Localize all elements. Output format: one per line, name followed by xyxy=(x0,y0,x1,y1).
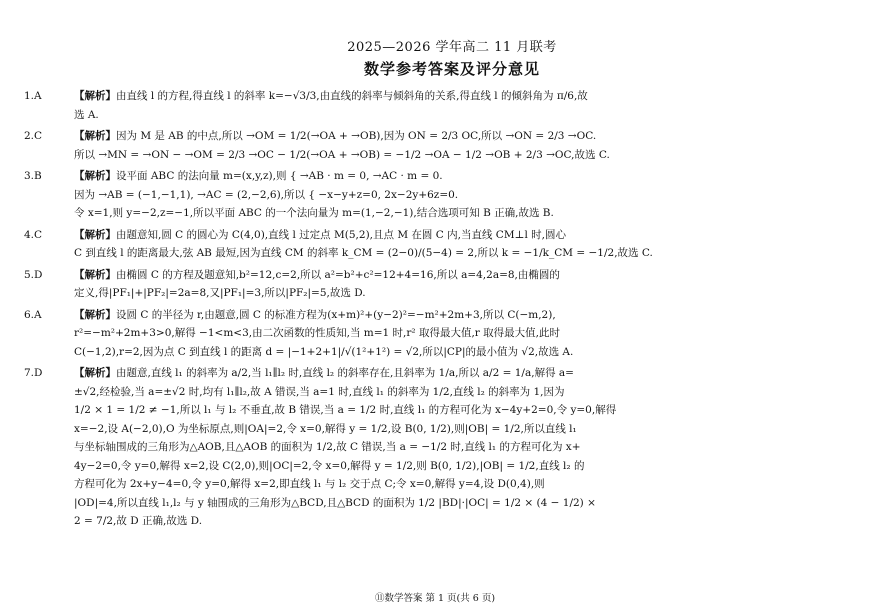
answer-text-line xyxy=(74,383,830,402)
answer-text-line xyxy=(74,343,830,362)
answer-text: 因为 M 是 AB 的中点,所以 →OM = 1/2(→OA + →OB),因为 ON = 2/3 OC,所以 →ON = 2/3 →OC. xyxy=(116,130,597,142)
answer-text: 设平面 ABC 的法向量 m=(x,y,z),则 { →AB · m = 0, →AC · m = 0. xyxy=(116,170,443,182)
answer-item xyxy=(24,226,830,263)
answer-number: 5.D xyxy=(24,268,43,281)
answer-text: 由直线 l 的方程,得直线 l 的斜率 k=−√3/3,由直线的斜率与倾斜角的关系,得直线 l 的倾斜角为 π/6,故 xyxy=(116,90,588,102)
answer-number: 3.B xyxy=(24,170,42,182)
page-footer: ⑪数学答案 第 1 页(共 6 页) xyxy=(374,593,496,604)
answer-text: C(−1,2),r=2,因为点 C 到直线 l 的距离 d = |−1+2+1|/√(1²+1²) = √2,所以|CP|的最小值为 √2,故选 A. xyxy=(74,345,574,358)
answer-item xyxy=(24,364,830,531)
answer-text-line xyxy=(74,127,830,146)
answer-text-line xyxy=(74,244,830,263)
answer-text: 所以 →MN = →ON − →OM = 2/3 →OC − 1/2(→OA + →OB) = −1/2 →OA − 1/2 →OB + 2/3 →OC,故选 C. xyxy=(74,148,610,161)
answer-text-line xyxy=(74,401,830,420)
answer-text-line xyxy=(74,324,830,343)
answer-text-line xyxy=(74,494,830,513)
answer-text-line xyxy=(74,457,830,476)
answer-text: |OD|=4,所以直线 l₁,l₂ 与 y 轴围成的三角形为△BCD,且△BCD 的面积为 1/2 |BD|·|OC| = 1/2 × (4 − 1/2) × xyxy=(74,496,596,509)
answer-text-line xyxy=(74,420,830,439)
answer-number: 1.A xyxy=(24,90,42,102)
answer-text: 与坐标轴围成的三角形为△AOB,且△AOB 的面积为 1/2,故 C 错误,当 a = −1/2 时,直线 l₁ 的方程可化为 x+ xyxy=(74,441,581,453)
answer-text: 由题意知,圆 C 的圆心为 C(4,0),直线 l 过定点 M(5,2),且点 M 在圆 C 内,当直线 CM⊥l 时,圆心 xyxy=(116,228,567,241)
answer-number: 4.C xyxy=(24,228,43,241)
answer-number: 2.C xyxy=(24,130,43,142)
answer-text-line xyxy=(74,87,830,106)
answer-text: 因为 →AB = (−1,−1,1), →AC = (2,−2,6),所以 { −x−y+z=0, 2x−2y+6z=0. xyxy=(74,188,459,201)
answer-item xyxy=(24,167,830,223)
document-subtitle: 数学参考答案及评分意见 xyxy=(363,60,540,78)
answer-text-line xyxy=(74,266,830,285)
answer-text: r²=−m²+2m+3>0,解得 −1<m<3,由二次函数的性质知,当 m=1 时,r² 取得最大值,r 取得最大值,此时 xyxy=(74,327,560,339)
exam-title: 2025—2026 学年高二 11 月联考 xyxy=(347,40,557,55)
analysis-tag: 【解析】 xyxy=(74,228,116,241)
answer-text: C 到直线 l 的距离最大,弦 AB 最短,因为直线 CM 的斜率 k_CM = (2−0)/(5−4) = 2,所以 k = −1/k_CM = −1/2,故选 C. xyxy=(74,247,653,259)
answer-text: 4y−2=0,令 y=0,解得 x=2,设 C(2,0),则|OC|=2,令 x=0,解得 y = 1/2,则 B(0, 1/2),|OB| = 1/2,直线 l₂ 的 xyxy=(74,459,585,472)
answer-text-line xyxy=(74,186,830,205)
answer-text: 设圆 C 的半径为 r,由题意,圆 C 的标准方程为(x+m)²+(y−2)²=−m²+2m+3,所以 C(−m,2), xyxy=(116,308,556,321)
answer-item xyxy=(24,127,830,164)
analysis-tag: 【解析】 xyxy=(74,170,116,182)
answer-text-line xyxy=(74,475,830,494)
answer-text: 令 x=1,则 y=−2,z=−1,所以平面 ABC 的一个法向量为 m=(1,−2,−1),结合选项可知 B 正确,故选 B. xyxy=(74,207,554,219)
answer-item xyxy=(24,306,830,362)
answer-number: 7.D xyxy=(24,367,43,379)
analysis-tag: 【解析】 xyxy=(74,308,116,321)
answer-text: ±√2,经检验,当 a=±√2 时,均有 l₁∥l₂,故 A 错误,当 a=1 时,直线 l₁ 的斜率为 1/2,直线 l₂ 的斜率为 1,因为 xyxy=(74,385,565,398)
answer-text-line xyxy=(74,364,830,383)
answer-text-line xyxy=(74,146,830,165)
answer-text-line xyxy=(74,226,830,245)
answer-text-line xyxy=(74,306,830,325)
answer-text: 由题意,直线 l₁ 的斜率为 a/2,当 l₁∥l₂ 时,直线 l₂ 的斜率存在,且斜率为 1/a,所以 a/2 = 1/a,解得 a= xyxy=(116,367,574,379)
answer-item xyxy=(24,266,830,303)
analysis-tag: 【解析】 xyxy=(74,268,116,281)
answer-text-line xyxy=(74,204,830,223)
answer-text: 1/2 × 1 = 1/2 ≠ −1,所以 l₁ 与 l₂ 不垂直,故 B 错误,当 a = 1/2 时,直线 l₁ 的方程可化为 x−4y+2=0,令 y=0,解得 xyxy=(74,404,617,416)
answer-text: 2 = 7/2,故 D 正确,故选 D. xyxy=(74,515,203,527)
answer-text-line xyxy=(74,512,830,531)
answer-text-line xyxy=(74,438,830,457)
analysis-tag: 【解析】 xyxy=(74,367,116,379)
answer-text: x=−2,设 A(−2,0),O 为坐标原点,则|OA|=2,令 x=0,解得 y = 1/2,设 B(0, 1/2),则|OB| = 1/2,所以直线 l₁ xyxy=(74,422,577,435)
answer-text-line xyxy=(74,167,830,186)
answer-text: 方程可化为 2x+y−4=0,令 y=0,解得 x=2,即直线 l₁ 与 l₂ 交于点 C;令 x=0,解得 y=4,设 D(0,4),则 xyxy=(74,478,545,490)
answer-text: 定义,得|PF₁|+|PF₂|=2a=8,又|PF₁|=3,所以|PF₂|=5,故选 D. xyxy=(74,287,366,299)
answer-text: 选 A. xyxy=(74,108,99,121)
answer-list xyxy=(24,87,830,531)
answer-text: 由椭圆 C 的方程及题意知,b²=12,c=2,所以 a²=b²+c²=12+4=16,所以 a=4,2a=8,由椭圆的 xyxy=(116,268,560,281)
analysis-tag: 【解析】 xyxy=(74,90,116,102)
answer-text-line xyxy=(74,106,830,125)
answer-text-line xyxy=(74,284,830,303)
analysis-tag: 【解析】 xyxy=(74,130,116,142)
answer-item xyxy=(24,87,830,124)
answer-number: 6.A xyxy=(24,308,42,321)
